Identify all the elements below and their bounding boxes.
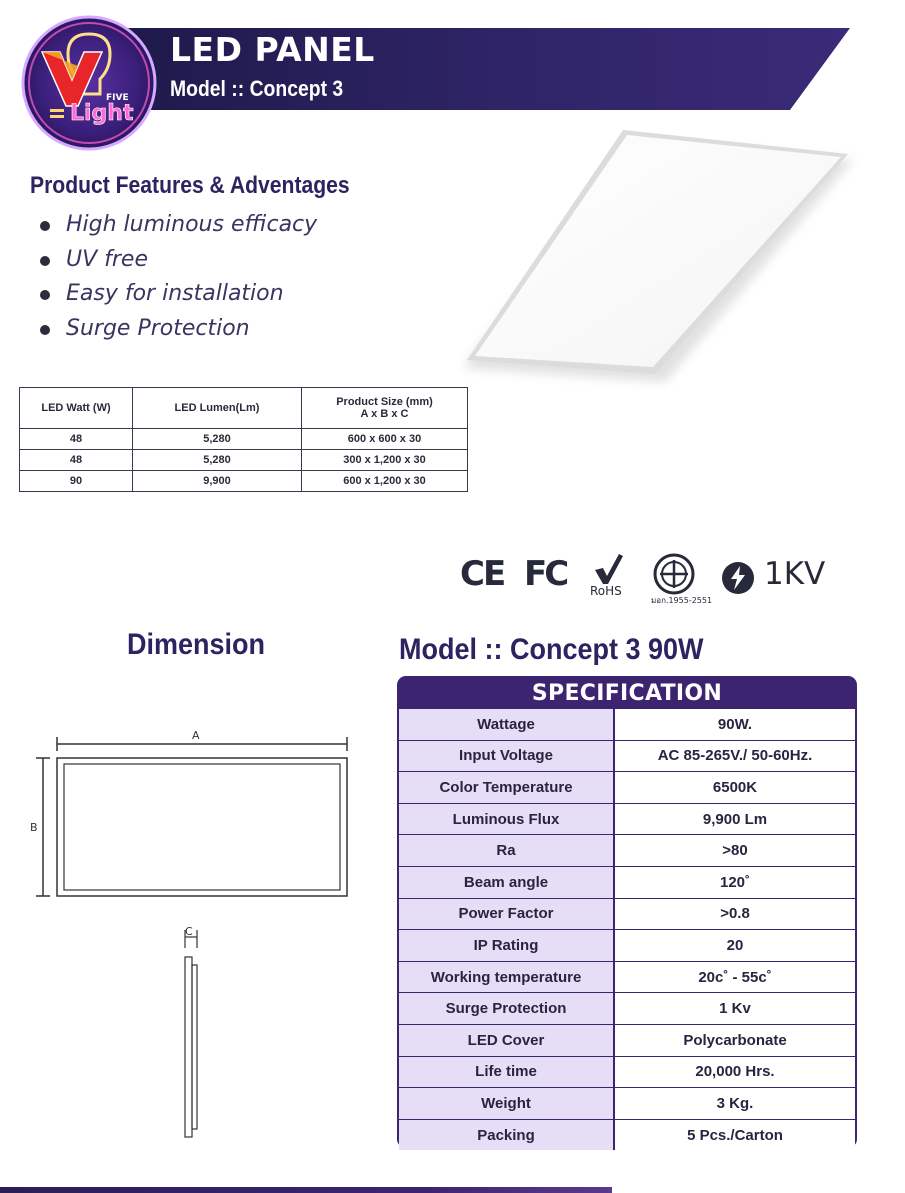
footer-divider [0, 1187, 612, 1193]
spec-row [399, 1088, 855, 1120]
spec-value: 90W. [615, 709, 855, 740]
spec-row [399, 1120, 855, 1151]
spec-value: >80 [615, 835, 855, 866]
spec-value: 9,900 Lm [615, 804, 855, 835]
spec-label: Color Temperature [399, 772, 615, 803]
table-row [20, 429, 468, 450]
spec-value: 20c˚ - 55c˚ [615, 962, 855, 993]
cell-lumen: 5,280 [133, 450, 302, 471]
spec-value: 3 Kg. [615, 1088, 855, 1119]
cell-lumen: 9,900 [133, 471, 302, 492]
spec-value: >0.8 [615, 899, 855, 930]
logo-text-top: FIVE [106, 93, 129, 103]
col-header-lumen: LED Lumen(Lm) [133, 388, 302, 429]
led-panel-image [455, 120, 865, 395]
spec-row [399, 1025, 855, 1057]
spec-value: 20,000 Hrs. [615, 1057, 855, 1088]
spec-label: Beam angle [399, 867, 615, 898]
spec-row [399, 835, 855, 867]
spec-row [399, 741, 855, 773]
cell-watt: 48 [20, 429, 133, 450]
spec-value: AC 85-265V./ 50-60Hz. [615, 741, 855, 772]
certification-logos [458, 548, 838, 608]
header-banner [60, 28, 850, 110]
rohs-mark: RoHS [590, 584, 622, 598]
feature-item [40, 208, 317, 243]
feature-item [40, 277, 317, 312]
brand-logo [20, 14, 158, 152]
feature-item [40, 243, 317, 278]
surge-rating-text: 1KV [764, 556, 826, 592]
spec-label: Weight [399, 1088, 615, 1119]
bullet-icon [40, 256, 50, 266]
cell-lumen: 5,280 [133, 429, 302, 450]
spec-row [399, 804, 855, 836]
col-header-watt: LED Watt (W) [20, 388, 133, 429]
spec-value: 20 [615, 930, 855, 961]
spec-label: Input Voltage [399, 741, 615, 772]
page-title: LED PANEL [170, 30, 375, 69]
fcc-mark: FC [524, 554, 567, 594]
spec-value: 1 Kv [615, 993, 855, 1024]
feature-text: Surge Protection [66, 315, 250, 341]
spec-label: Power Factor [399, 899, 615, 930]
feature-text: High luminous efficacy [66, 212, 318, 237]
cell-size: 600 x 1,200 x 30 [302, 471, 468, 492]
ce-mark: CE [460, 554, 505, 594]
table-row [20, 450, 468, 471]
specification-table [397, 676, 857, 1148]
spec-row [399, 899, 855, 931]
dimension-title: Dimension [127, 628, 266, 661]
col-header-size-sub: A x B x C [360, 408, 409, 420]
cell-size: 600 x 600 x 30 [302, 429, 468, 450]
dimension-label-b: B [30, 821, 38, 834]
spec-row [399, 993, 855, 1025]
spec-label: Surge Protection [399, 993, 615, 1024]
spec-row [399, 962, 855, 994]
table-row [20, 471, 468, 492]
spec-label: Luminous Flux [399, 804, 615, 835]
features-list [40, 208, 317, 346]
spec-value: 5 Pcs./Carton [615, 1120, 855, 1151]
model-heading: Model :: Concept 3 90W [399, 633, 704, 666]
spec-row [399, 1057, 855, 1089]
surge-protection-icon [720, 560, 756, 596]
size-table [19, 387, 468, 492]
feature-text: UV free [66, 246, 149, 272]
spec-row [399, 930, 855, 962]
page-subtitle: Model :: Concept 3 [170, 76, 344, 101]
spec-label: Working temperature [399, 962, 615, 993]
spec-value: 120˚ [615, 867, 855, 898]
spec-row [399, 772, 855, 804]
spec-label: LED Cover [399, 1025, 615, 1056]
feature-item [40, 312, 317, 347]
cell-watt: 48 [20, 450, 133, 471]
dimension-drawing [25, 725, 365, 1150]
bullet-icon [40, 325, 50, 335]
tis-standard-icon [652, 552, 696, 596]
specification-title: SPECIFICATION [531, 681, 723, 706]
spec-value: Polycarbonate [615, 1025, 855, 1056]
specification-rows [399, 709, 855, 1150]
tis-standard-text: มอก.1955-2551 [651, 596, 713, 605]
spec-label: Life time [399, 1057, 615, 1088]
spec-label: Ra [399, 835, 615, 866]
cell-size: 300 x 1,200 x 30 [302, 450, 468, 471]
checkmark-icon [591, 552, 625, 586]
spec-label: IP Rating [399, 930, 615, 961]
features-title: Product Features & Adventages [30, 172, 350, 199]
col-header-size [302, 388, 468, 429]
cell-watt: 90 [20, 471, 133, 492]
bullet-icon [40, 290, 50, 300]
table-header-row [20, 388, 468, 429]
spec-label: Wattage [399, 709, 615, 740]
bullet-icon [40, 221, 50, 231]
spec-row [399, 709, 855, 741]
spec-value: 6500K [615, 772, 855, 803]
col-header-size-label: Product Size (mm) [336, 396, 433, 408]
dimension-label-c: C [185, 925, 193, 938]
spec-row [399, 867, 855, 899]
dimension-label-a: A [192, 729, 200, 742]
feature-text: Easy for installation [66, 281, 284, 306]
spec-label: Packing [399, 1120, 615, 1151]
logo-text-bottom: Light [70, 101, 134, 126]
